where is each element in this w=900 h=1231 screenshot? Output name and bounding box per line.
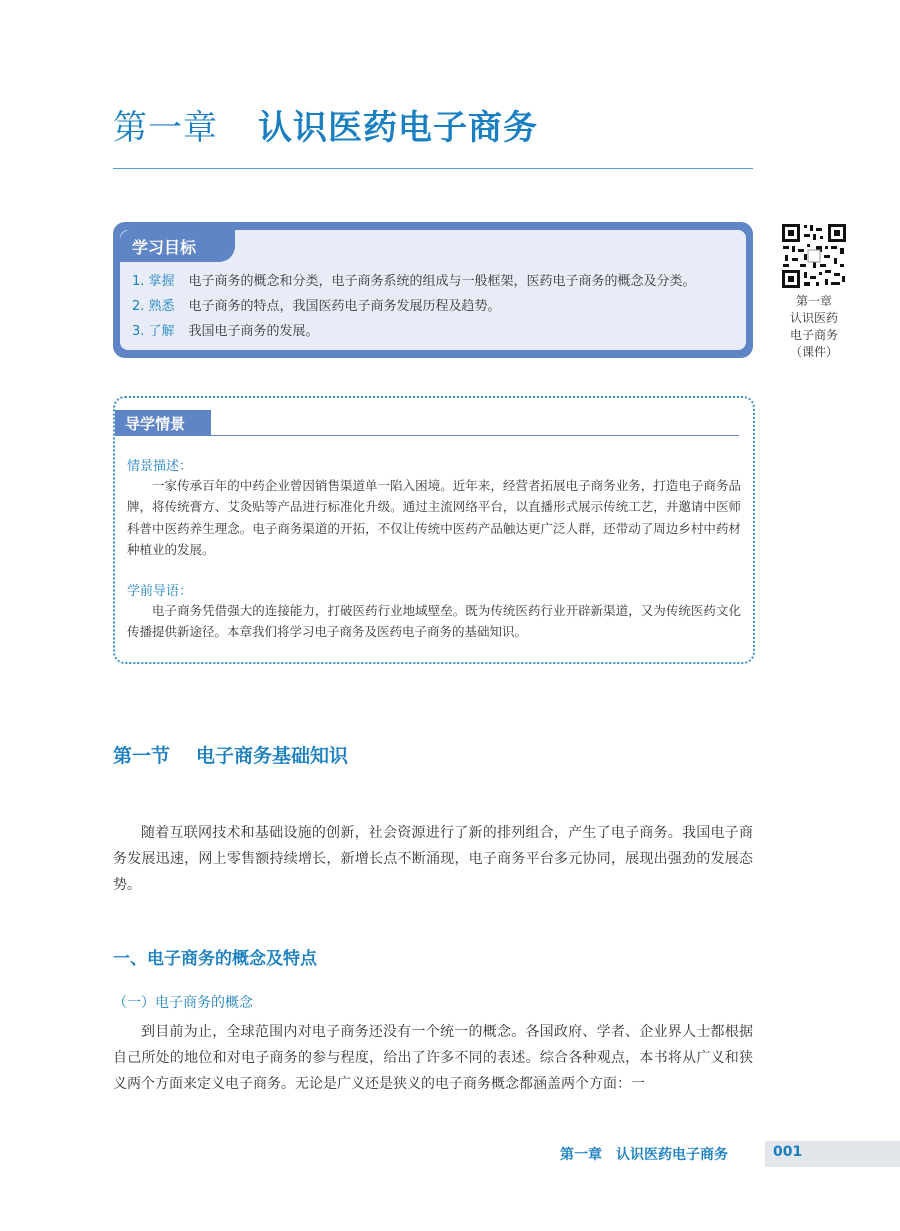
- goal-text: 电子商务的特点，我国医药电子商务发展历程及趋势。: [188, 299, 501, 314]
- section-title: 电子商务基础知识: [196, 745, 349, 767]
- body-paragraph: 到目前为止，全球范围内对电子商务还没有一个统一的概念。各国政府、学者、企业界人士都根据自己所处的地位和对电子商务的参与程度，给出了许多不同的表述。综合各种观点，本书将从广义和狭义两个方面来定义电子商务。无论是广义还是狭义的电子商务概念都涵盖两个方面：一: [113, 1024, 753, 1092]
- qr-caption-line: 第一章: [795, 294, 832, 308]
- learning-goals-tab: [120, 230, 235, 262]
- qr-caption-line: 认识医药: [789, 311, 838, 325]
- goal-item: [132, 270, 696, 289]
- goal-text: 我国电子商务的发展。: [188, 324, 319, 339]
- qr-caption: [770, 293, 858, 361]
- section-heading: [113, 741, 348, 768]
- footer-chapter-number: 第一章: [560, 1147, 602, 1163]
- scenario-desc-text: 一家传承百年的中药企业曾因销售渠道单一陷入困境。近年来，经营者拓展电子商务业务，打造电子商务品牌，将传统膏方、艾灸贴等产品进行标准化升级。通过主流网络平台，以直播形式展示传统工艺，并邀请中医师科普中医药养生理念。电子商务渠道的开拓，不仅让传统中医药产品触达更广泛人群，还带动了周边乡村中药材种植业的发展。: [127, 478, 741, 557]
- goal-level: 2. 熟悉: [132, 299, 175, 314]
- goal-item: [132, 295, 501, 314]
- qr-caption-line: （课件）: [789, 345, 838, 359]
- scenario-guide-text: 电子商务凭借强大的连接能力，打破医药行业地域壁垒。既为传统医药行业开辟新渠道，又为传统医药文化传播提供新途径。本章我们将学习电子商务及医药电子商务的基础知识。: [127, 603, 741, 640]
- scenario-desc-heading: 情景描述：: [127, 459, 193, 474]
- learning-goals-box: [113, 222, 753, 358]
- learning-goals-panel: [120, 230, 746, 350]
- sub-subsection-heading: （一）电子商务的概念: [113, 995, 253, 1011]
- goal-level: 3. 了解: [132, 324, 175, 339]
- learning-goals-title: 学习目标: [132, 238, 197, 257]
- goal-item: [132, 320, 319, 339]
- chapter-number: 第一章: [113, 108, 218, 148]
- footer-page-bar: [765, 1141, 900, 1167]
- section-intro: 随着互联网技术和基础设施的创新，社会资源进行了新的排列组合，产生了电子商务。我国电子商务发展迅速，网上零售额持续增长，新增长点不断涌现，电子商务平台多元协同，展现出强劲的发展态势。: [113, 825, 753, 893]
- footer-chapter-title: 认识医药电子商务: [616, 1147, 728, 1163]
- goal-text: 电子商务的概念和分类，电子商务系统的组成与一般框架，医药电子商务的概念及分类。: [188, 274, 696, 289]
- qr-caption-line: 电子商务: [789, 328, 838, 342]
- page-number: 001: [773, 1144, 803, 1160]
- subsection-heading: 一、电子商务的概念及特点: [113, 949, 317, 969]
- scenario-tab: [115, 410, 211, 436]
- chapter-title: 认识医药电子商务: [258, 108, 538, 148]
- footer-chapter: [560, 1144, 728, 1164]
- qr-code-icon[interactable]: [780, 222, 848, 290]
- scenario-box: [113, 396, 755, 664]
- scenario-guide-heading: 学前导语：: [127, 584, 193, 599]
- qr-code-graphic: [780, 222, 848, 290]
- goal-level: 1. 掌握: [132, 274, 175, 289]
- section-number: 第一节: [113, 745, 171, 767]
- scenario-title: 导学情景: [125, 415, 186, 433]
- chapter-divider: [113, 168, 753, 169]
- scenario-divider: [211, 435, 739, 436]
